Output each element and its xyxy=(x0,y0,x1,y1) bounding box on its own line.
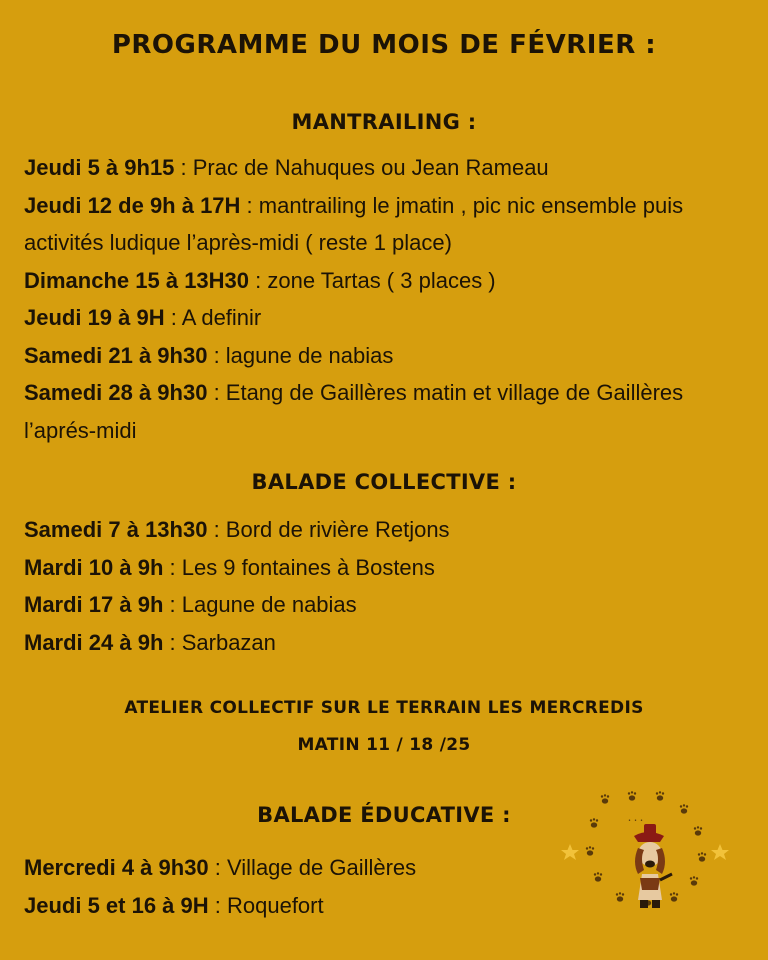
atelier-line-2: MATIN 11 / 18 /25 xyxy=(297,735,471,755)
item-date: Samedi 28 à 9h30 xyxy=(24,380,208,405)
item-detail: : Roquefort xyxy=(208,892,324,918)
list-item xyxy=(24,299,754,337)
item-date: Samedi 21 à 9h30 xyxy=(24,342,208,368)
list-item xyxy=(24,187,754,262)
logo-lettering: • • • xyxy=(628,818,644,824)
list-item xyxy=(24,262,754,300)
item-detail: : Bord de rivière Retjons xyxy=(207,517,450,542)
list-item xyxy=(24,624,754,662)
paw-icon xyxy=(698,852,706,861)
paw-icon xyxy=(694,826,702,835)
list-item xyxy=(24,149,754,187)
paw-icon xyxy=(656,791,664,800)
paw-icon xyxy=(616,892,624,901)
mantrailing-list xyxy=(24,149,754,449)
list-item xyxy=(24,586,754,624)
list-item xyxy=(24,549,754,587)
section-heading-balade-collective: BALADE COLLECTIVE : xyxy=(251,470,517,494)
list-item xyxy=(24,337,754,375)
item-date: Mercredi 4 à 9h30 xyxy=(24,855,209,880)
item-detail: : Sarbazan xyxy=(163,629,276,655)
atelier-line-1: ATELIER COLLECTIF SUR LE TERRAIN LES MERCREDIS xyxy=(124,698,644,718)
paw-icon xyxy=(594,872,602,881)
item-detail: : Etang de Gaillères matin et village de Gaillères l’aprés-midi xyxy=(24,380,684,443)
item-detail: : Lagune de nabias xyxy=(163,592,357,617)
item-detail: : Les 9 fontaines à Bostens xyxy=(163,554,435,580)
paw-icon xyxy=(628,791,636,800)
balade-collective-list xyxy=(24,511,754,661)
item-detail: : A definir xyxy=(164,305,262,330)
item-date: Samedi 7 à 13h30 xyxy=(24,517,208,542)
item-detail: : Prac de Nahuques ou Jean Rameau xyxy=(174,155,549,180)
item-date: Jeudi 5 à 9h15 xyxy=(24,155,175,180)
item-date: Mardi 17 à 9h xyxy=(24,592,164,617)
page-title: PROGRAMME DU MOIS DE FÉVRIER : xyxy=(111,30,657,60)
paw-icon xyxy=(586,846,594,855)
dog-icon xyxy=(634,824,672,908)
item-date: Mardi 24 à 9h xyxy=(24,629,164,655)
item-date: Jeudi 19 à 9H xyxy=(24,305,165,330)
item-date: Dimanche 15 à 13H30 xyxy=(24,267,250,293)
list-item xyxy=(24,511,754,549)
item-detail: : Village de Gaillères xyxy=(208,855,417,880)
paw-icon xyxy=(590,818,598,827)
list-item xyxy=(24,374,754,449)
item-detail: : lagune de nabias xyxy=(207,342,394,368)
item-date: Jeudi 5 et 16 à 9H xyxy=(24,892,209,918)
paw-icon xyxy=(690,876,698,885)
section-heading-mantrailing: MANTRAILING : xyxy=(291,110,477,134)
item-date: Mardi 10 à 9h xyxy=(24,554,164,580)
section-heading-balade-educative: BALADE ÉDUCATIVE : xyxy=(257,803,511,827)
item-date: Jeudi 12 de 9h à 17H xyxy=(24,192,241,218)
dog-paw-circle-logo-icon xyxy=(560,778,738,938)
item-detail: : zone Tartas ( 3 places ) xyxy=(249,267,496,293)
paw-icon xyxy=(670,892,678,901)
paw-icon xyxy=(680,804,688,813)
item-detail: : mantrailing le jmatin , pic nic ensemble puis activités ludique l’après-midi ( reste 1 place) xyxy=(24,192,684,255)
paw-icon xyxy=(601,794,609,803)
